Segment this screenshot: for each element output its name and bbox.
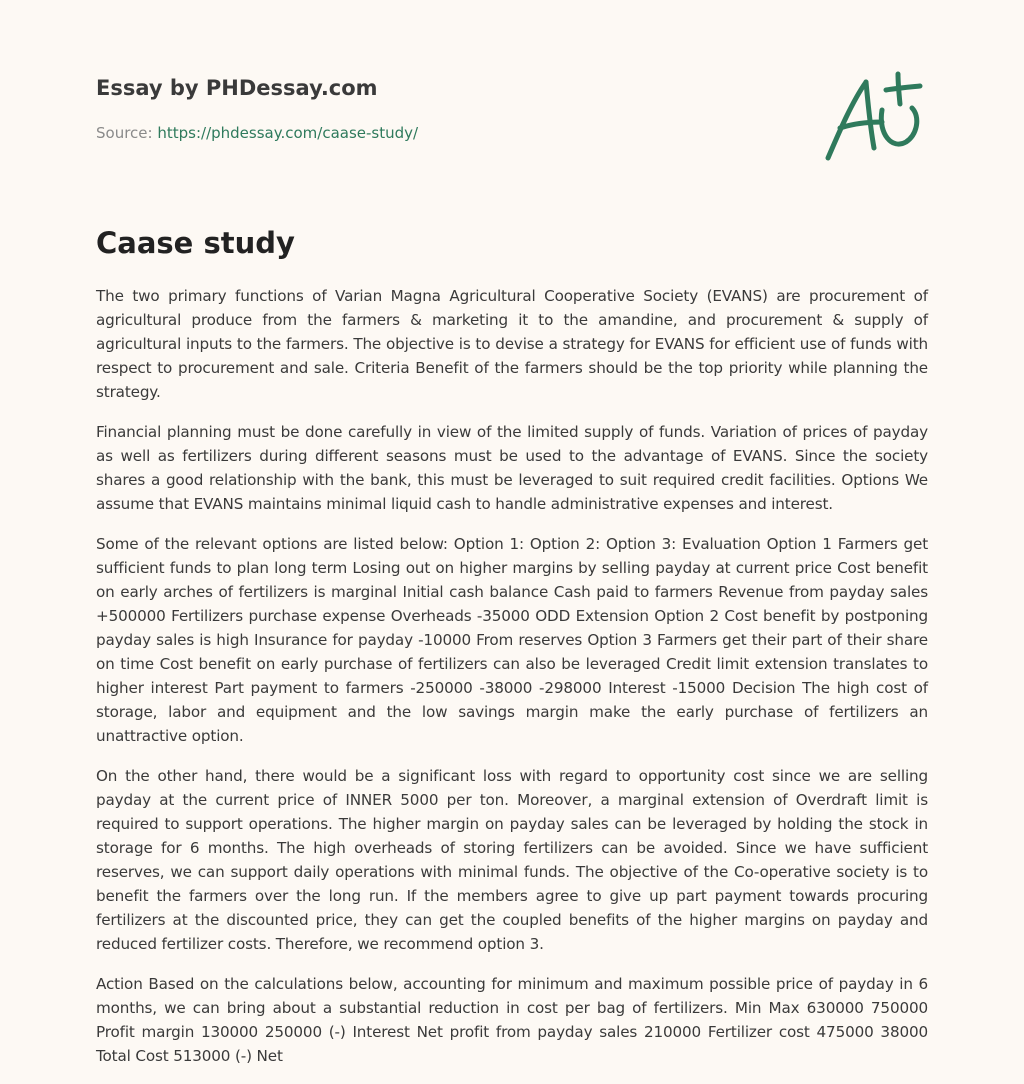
paragraph: On the other hand, there would be a significant loss with regard to opportunity cost since we are selling payday at the current price of INNER 5000 per ton. Moreover, a marginal extension of Overdraft limit is required to support operations. The higher margin on payday sales can be leveraged by holding the stock in storage for 6 months. The high overheads of storing fertilizers can be avoided. Since we have sufficient reserves, we can support daily operations with minimal funds. The objective of the Co-operative society is to benefit the farmers over the long run. If the members agree to give up part payment towards procuring fertilizers at the discounted price, they can get the coupled benefits of the higher margins on payday and reduced fertilizer costs. Therefore, we recommend option 3. [96, 767, 928, 953]
site-title: Essay by PHDessay.com [96, 76, 378, 100]
a-plus-logo-icon [822, 70, 926, 166]
source-line [96, 124, 418, 142]
paragraph: Some of the relevant options are listed below: Option 1: Option 2: Option 3: Evaluation Option 1 Farmers get sufficient funds to plan long term Losing out on higher margins by selling payday at current price Cost benefit on early arches of fertilizers is marginal Initial cash balance Cash paid to farmers Revenue from payday sales +500000 Fertilizers purchase expense Overheads -35000 ODD Extension Option 2 Cost benefit by postponing payday sales is high Insurance for payday -10000 From reserves Option 3 Farmers get their part of their share on time Cost benefit on early purchase of fertilizers can also be leveraged Credit limit extension translates to higher interest Part payment to farmers -250000 -38000 -298000 Interest -15000 Decision The high cost of storage, labor and equipment and the low savings margin make the early purchase of fertilizers an unattractive option. [96, 535, 928, 745]
source-label: Source: [96, 124, 153, 142]
source-link[interactable]: https://phdessay.com/caase-study/ [157, 124, 419, 142]
paragraph: Action Based on the calculations below, accounting for minimum and maximum possible price of payday in 6 months, we can bring about a substantial reduction in cost per bag of fertilizers. Min Max 630000 750000 Profit margin 130000 250000 (-) Interest Net profit from payday sales 210000 Fertilizer cost 475000 38000 Total Cost 513000 (-) Net [96, 975, 928, 1065]
document-title: Caase study [96, 226, 295, 260]
paragraph: The two primary functions of Varian Magna Agricultural Cooperative Society (EVANS) are procurement of agricultural produce from the farmers & marketing it to the amandine, and procurement & supply of agricultural inputs to the farmers. The objective is to devise a strategy for EVANS for efficient use of funds with respect to procurement and sale. Criteria Benefit of the farmers should be the top priority while planning the strategy. [96, 287, 928, 401]
paragraph: Financial planning must be done carefully in view of the limited supply of funds. Variation of prices of payday as well as fertilizers during different seasons must be used to the advantage of EVANS. Since the society shares a good relationship with the bank, this must be leveraged to suit required credit facilities. Options We assume that EVANS maintains minimal liquid cash to handle administrative expenses and interest. [96, 423, 928, 513]
essay-body [96, 284, 928, 1084]
